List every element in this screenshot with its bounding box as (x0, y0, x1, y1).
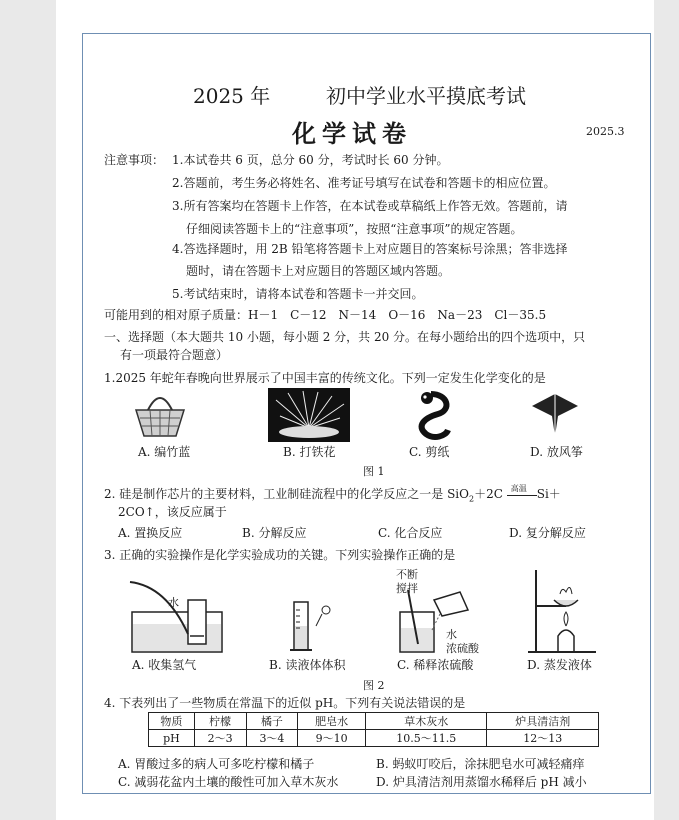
q2-stem (104, 485, 561, 503)
q2-stem-text: 2. 硅是制作芯片的主要材料，工业制硅流程中的化学反应之一是 SiO (104, 487, 469, 501)
q1-stem: 1.2025 年蛇年春晚向世界展示了中国丰富的传统文化。下列一定发生化学变化的是 (104, 371, 546, 385)
evaporation-apparatus-image (526, 566, 602, 656)
water-label-c: 水 (446, 628, 457, 641)
acid-label: 浓硫酸 (446, 642, 479, 655)
exam-date: 2025.3 (586, 125, 625, 138)
note-1: 1.本试卷共 6 页，总分 60 分，考试时长 60 分钟。 (172, 153, 449, 167)
q4-option-b: B. 蚂蚁叮咬后，涂抹肥皂水可减轻痛痒 (376, 757, 585, 771)
q2-option-d: D. 复分解反应 (509, 526, 586, 540)
table-cell: pH (149, 730, 195, 747)
note-3: 3.所有答案均在答题卡上作答，在本试卷或草稿纸上作答无效。答题前，请 (172, 199, 568, 213)
table-cell: 12～13 (487, 730, 599, 747)
table-cell: 2～3 (194, 730, 246, 747)
q2-condition: 高温 (510, 484, 527, 493)
q2-option-c: C. 化合反应 (378, 526, 443, 540)
note-4: 4.答选择题时，用 2B 铅笔将答题卡上对应题目的答案标号涂黑；答非选择 (172, 242, 568, 256)
atomic-masses: 可能用到的相对原子质量：H－1 C－12 N－14 O－16 Na－23 Cl－35.5 (104, 308, 547, 322)
table-cell: 9～10 (298, 730, 366, 747)
q4-option-d: D. 炉具清洁剂用蒸馏水稀释后 pH 减小 (376, 775, 587, 789)
q3-stem: 3. 正确的实验操作是化学实验成功的关键。下列实验操作正确的是 (104, 548, 456, 562)
bamboo-basket-image (130, 388, 190, 440)
note-3-cont: 仔细阅读答题卡上的“注意事项”，按照“注意事项”的规定答题。 (186, 222, 523, 236)
table-header-cell: 草木灰水 (366, 713, 487, 730)
table-header-cell: 炉具清洁剂 (487, 713, 599, 730)
q3-option-a: A. 收集氢气 (132, 658, 197, 672)
table-header-cell: 橘子 (246, 713, 298, 730)
exam-year: 2025 年 (193, 84, 271, 108)
table-header-cell: 柠檬 (194, 713, 246, 730)
stir-label: 不断 (396, 568, 418, 581)
q3-option-d: D. 蒸发液体 (527, 658, 592, 672)
gas-collection-apparatus-image (126, 578, 238, 656)
water-label-a: 水 (168, 596, 179, 609)
q1-option-c: C. 剪纸 (409, 445, 450, 459)
q1-option-a: A. 编竹蓝 (138, 445, 191, 459)
table-cell: 10.5～11.5 (366, 730, 487, 747)
table-row (149, 713, 599, 730)
subject-title: 化学试卷 (292, 119, 412, 148)
note-2: 2.答题前，考生务必将姓名、准考证号填写在试卷和答题卡的相应位置。 (172, 176, 556, 190)
q3-option-c: C. 稀释浓硫酸 (397, 658, 474, 672)
note-5: 5.考试结束时，请将本试卷和答题卡一并交回。 (172, 287, 424, 301)
q2-stem-product: Si＋ (536, 487, 561, 501)
notes-label: 注意事项： (104, 153, 165, 167)
section-title-cont: 有一项最符合题意） (120, 348, 229, 362)
q2-option-a: A. 置换反应 (118, 526, 183, 540)
q3-option-b: B. 读液体体积 (269, 658, 346, 672)
q1-option-d: D. 放风筝 (530, 445, 583, 459)
table-header-cell: 肥皂水 (298, 713, 366, 730)
graduated-cylinder-image (286, 596, 342, 654)
paper-cut-snake-image (404, 388, 458, 442)
q2-option-b: B. 分解反应 (242, 526, 307, 540)
ph-table (148, 712, 599, 747)
iron-flower-fireworks-image (268, 388, 350, 442)
exam-name: 初中学业水平摸底考试 (326, 84, 526, 108)
q1-option-b: B. 打铁花 (283, 445, 336, 459)
q4-option-a: A. 胃酸过多的病人可多吃柠檬和橘子 (118, 757, 315, 771)
table-cell: 3～4 (246, 730, 298, 747)
q2-reaction-arrow (507, 484, 537, 496)
section-title: 一、选择题（本大题共 10 小题，每小题 2 分，共 20 分。在每小题给出的四个选项中，只 (104, 330, 586, 344)
note-4-cont: 题时，请在答题卡上对应题目的答题区域内答题。 (186, 264, 451, 278)
kite-image (528, 388, 582, 442)
table-header-cell: 物质 (149, 713, 195, 730)
q2-stem-line2: 2CO↑，该反应属于 (118, 505, 227, 519)
stir-label-2: 搅拌 (396, 582, 418, 595)
q4-option-c: C. 减弱花盆内土壤的酸性可加入草木灰水 (118, 775, 339, 789)
figure-1-caption: 图 1 (363, 465, 385, 478)
q2-stem-reactant: ＋2C (474, 487, 503, 501)
q2-subscript: 2 (468, 494, 475, 504)
table-row (149, 730, 599, 747)
figure-2-caption: 图 2 (363, 679, 385, 692)
q4-stem: 4. 下表列出了一些物质在常温下的近似 pH。下列有关说法错误的是 (104, 696, 466, 710)
